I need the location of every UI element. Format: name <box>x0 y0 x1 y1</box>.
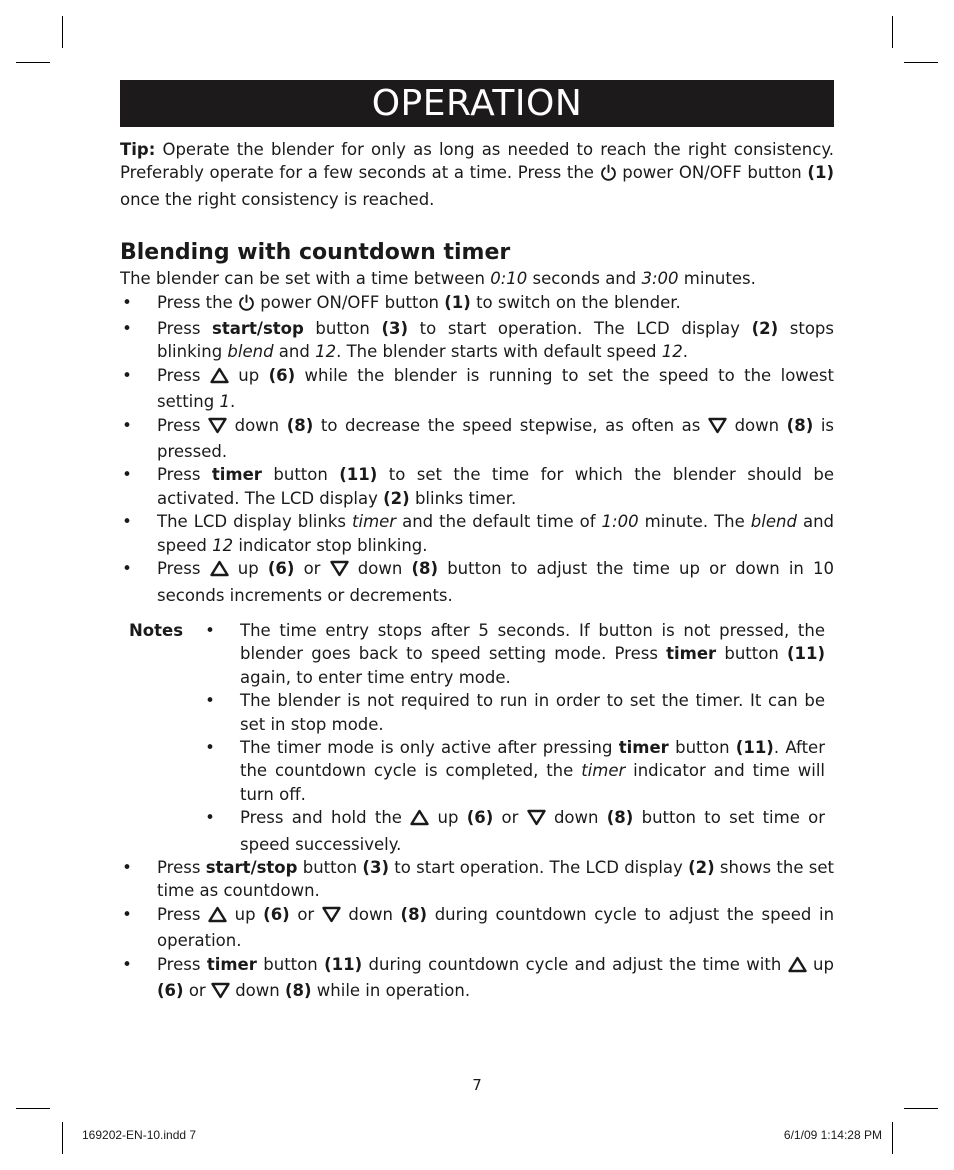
down-triangle-icon <box>211 982 230 1005</box>
bullet: • <box>122 512 132 532</box>
note-item: • The blender is not required to run in order to set the timer. It can be set in stop mode. <box>203 689 825 736</box>
page-title: OPERATION <box>120 80 834 127</box>
file-slug: 169202-EN-10.indd 7 <box>82 1128 197 1142</box>
notes-label: Notes <box>129 620 184 640</box>
note-item: • The timer mode is only active after pressing timer button (11). After the countdown cycle is completed, the timer indicator and time will turn off. <box>203 736 825 806</box>
timestamp-slug: 6/1/09 1:14:28 PM <box>783 1128 882 1142</box>
notes-block <box>120 619 834 856</box>
crop-mark <box>892 1122 893 1154</box>
crop-mark <box>904 62 938 63</box>
up-triangle-icon <box>410 809 429 832</box>
bullet: • <box>205 691 215 711</box>
notes-list <box>203 619 825 856</box>
list-item: • Press up (6) or down (8) during countdown cycle to adjust the speed in operation. <box>120 903 834 953</box>
bullet: • <box>122 465 132 485</box>
list-item: • Press up (6) or down (8) button to adjust the time up or down in 10 seconds increments or decrements. <box>120 557 834 607</box>
down-triangle-icon <box>208 417 227 440</box>
bullet: • <box>122 365 132 385</box>
note-item: • The time entry stops after 5 seconds. If button is not pressed, the blender goes back to speed setting mode. Press timer button (11) again, to enter time entry mode. <box>203 619 825 689</box>
section-heading: Blending with countdown timer <box>120 240 511 266</box>
crop-mark <box>62 1122 63 1154</box>
main-content <box>120 138 834 1005</box>
crop-mark <box>892 16 893 48</box>
bullet: • <box>122 415 132 435</box>
tip-label: Tip: <box>120 140 156 159</box>
down-triangle-icon <box>708 417 727 440</box>
up-triangle-icon <box>208 906 227 929</box>
crop-mark <box>62 16 63 48</box>
list-item: • Press up (6) while the blender is running to set the speed to the lowest setting 1. <box>120 364 834 414</box>
crop-mark <box>16 1108 50 1109</box>
bullet: • <box>205 808 215 828</box>
up-triangle-icon <box>210 367 229 390</box>
bullet: • <box>205 620 215 640</box>
tip-paragraph: Tip: Operate the blender for only as long as needed to reach the right consistency. Preferably operate for a few seconds at a time. Press the power ON/OFF button (1) once the right consistency is reached. <box>120 140 834 209</box>
list-item: • Press down (8) to decrease the speed stepwise, as often as down (8) is pressed. <box>120 414 834 464</box>
crop-mark <box>16 62 50 63</box>
list-item: • Press timer button (11) during countdown cycle and adjust the time with up (6) or down (8) while in operation. <box>120 953 834 1006</box>
up-triangle-icon <box>788 956 807 979</box>
power-icon <box>238 294 255 317</box>
list-item: • Press timer button (11) to set the time for which the blender should be activated. The LCD display (2) blinks timer. <box>120 463 834 510</box>
list-item: • The LCD display blinks timer and the default time of 1:00 minute. The blend and speed 12 indicator stop blinking. <box>120 510 834 557</box>
list-item: • Press start/stop button (3) to start operation. The LCD display (2) stops blinking blend and 12. The blender starts with default speed 12. <box>120 317 834 364</box>
down-triangle-icon <box>322 906 341 929</box>
bullet: • <box>205 737 215 757</box>
list-item: • Press start/stop button (3) to start operation. The LCD display (2) shows the set time as countdown. <box>120 856 834 903</box>
bullet: • <box>122 954 132 974</box>
bullet: • <box>122 904 132 924</box>
up-triangle-icon <box>210 560 229 583</box>
down-triangle-icon <box>330 560 349 583</box>
note-item: • Press and hold the up (6) or down (8) button to set time or speed successively. <box>203 806 825 856</box>
down-triangle-icon <box>527 809 546 832</box>
intro-text: The blender can be set with a time between 0:10 seconds and 3:00 minutes. <box>120 269 756 289</box>
list-item: • Press the power ON/OFF button (1) to switch on the blender. <box>120 291 834 317</box>
power-icon <box>600 164 617 187</box>
bullet: • <box>122 559 132 579</box>
bullet: • <box>122 292 132 312</box>
bullet: • <box>122 857 132 877</box>
page-number: 7 <box>472 1076 482 1094</box>
crop-mark <box>904 1108 938 1109</box>
instruction-list-continued <box>120 856 834 1005</box>
bullet: • <box>122 319 132 339</box>
instruction-list <box>120 291 834 607</box>
